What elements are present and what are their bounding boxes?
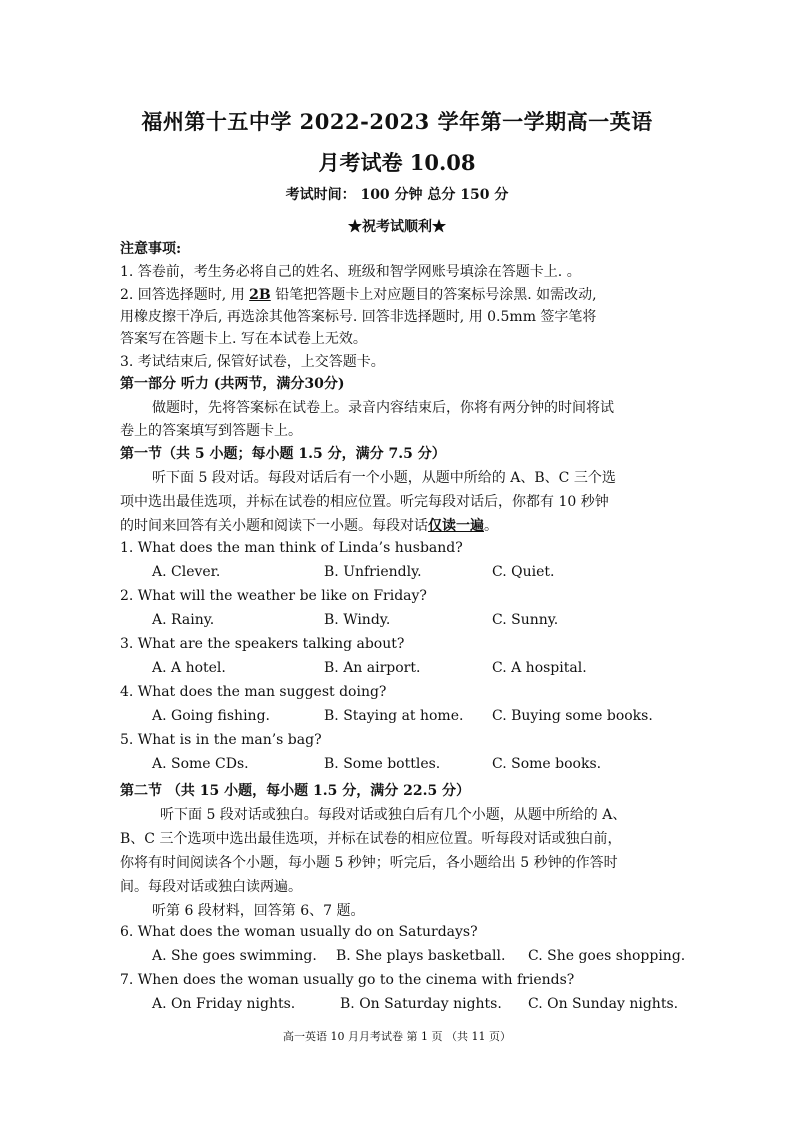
- notes-heading: 注意事项:: [120, 241, 182, 257]
- material-6-instruction: 听第 6 段材料，回答第 6、7 题。: [152, 903, 365, 919]
- question-2-option-a: A. Rainy.: [152, 612, 215, 628]
- section1-intro-line3-c: 。: [484, 518, 498, 534]
- question-3-option-c: C. A hospital.: [492, 660, 587, 676]
- part1-heading: 第一部分 听力 (共两节，满分30分): [120, 376, 345, 392]
- section1-intro-line3-a: 的时间来回答有关小题和阅读下一小题。每段对话: [120, 518, 428, 534]
- question-3: 3. What are the speakers talking about?: [120, 636, 405, 652]
- exam-info: 考试时间： 100 分钟 总分 150 分: [285, 187, 509, 203]
- question-1: 1. What does the man think of Linda’s husband?: [120, 540, 463, 556]
- notes-item-2: [120, 284, 597, 304]
- section2-heading: 第二节 （共 15 小题，每小题 1.5 分，满分 22.5 分）: [120, 783, 471, 799]
- notes-item-2-line2: 用橡皮擦干净后, 再选涂其他答案标号. 回答非选择题时, 用 0.5mm 签字笔将: [120, 309, 597, 325]
- question-4-option-c: C. Buying some books.: [492, 708, 653, 724]
- question-7: 7. When does the woman usually go to the cinema with friends?: [120, 972, 575, 988]
- question-4-option-b: B. Staying at home.: [324, 708, 464, 724]
- section1-intro-line1: 听下面 5 段对话。每段对话后有一个小题，从题中所给的 A、B、C 三个选: [152, 470, 616, 486]
- question-3-option-a: A. A hotel.: [152, 660, 226, 676]
- section2-intro-line1: 听下面 5 段对话或独白。每段对话或独白后有几个小题，从题中所给的 A、: [160, 807, 627, 823]
- question-4-option-a: A. Going fishing.: [152, 708, 270, 724]
- question-7-option-a: A. On Friday nights.: [152, 996, 296, 1012]
- question-4: 4. What does the man suggest doing?: [120, 684, 387, 700]
- section1-intro-line3: [120, 515, 498, 535]
- question-1-option-a: A. Clever.: [152, 564, 221, 580]
- question-5-option-b: B. Some bottles.: [324, 756, 441, 772]
- question-5: 5. What is in the man’s bag?: [120, 732, 322, 748]
- section2-intro-line4: 间。每段对话或独白读两遍。: [120, 879, 302, 895]
- section1-intro-line2: 项中选出最佳选项，并标在试卷的相应位置。听完每段对话后，你都有 10 秒钟: [120, 494, 609, 510]
- question-2-option-b: B. Windy.: [324, 612, 391, 628]
- question-5-option-c: C. Some books.: [492, 756, 602, 772]
- notes-item-1: 1. 答卷前，考生务必将自己的姓名、班级和智学网账号填涂在答题卡上. 。: [120, 264, 581, 280]
- notes-item-2-part-c: 铅笔把答题卡上对应题目的答案标号涂黑. 如需改动,: [270, 287, 597, 303]
- exam-title-line2: 月考试卷 10.08: [318, 150, 476, 175]
- exam-title-line1: 福州第十五中学 2022-2023 学年第一学期高一英语: [141, 109, 653, 134]
- section2-intro-line3: 你将有时间阅读各个小题，每小题 5 秒钟；听完后，各小题给出 5 秒钟的作答时: [120, 855, 618, 871]
- question-2: 2. What will the weather be like on Friday?: [120, 588, 427, 604]
- page-footer: 高一英语 10 月月考试卷 第 1 页 （共 11 页）: [283, 1030, 511, 1043]
- notes-item-2-line3: 答案写在答题卡上. 写在本试卷上无效。: [120, 331, 367, 347]
- question-6-option-b: B. She plays basketball.: [336, 948, 506, 964]
- notes-item-3: 3. 考试结束后, 保管好试卷，上交答题卡。: [120, 354, 385, 370]
- question-6-option-c: C. She goes shopping.: [528, 948, 686, 964]
- section1-heading: 第一节（共 5 小题；每小题 1.5 分，满分 7.5 分）: [120, 446, 446, 462]
- read-once-note: 仅读一遍: [428, 518, 484, 534]
- question-2-option-c: C. Sunny.: [492, 612, 559, 628]
- question-1-option-b: B. Unfriendly.: [324, 564, 422, 580]
- part1-intro-line1: 做题时，先将答案标在试卷上。录音内容结束后，你将有两分钟的时间将试: [152, 400, 614, 416]
- question-1-option-c: C. Quiet.: [492, 564, 555, 580]
- question-7-option-b: B. On Saturday nights.: [340, 996, 502, 1012]
- question-5-option-a: A. Some CDs.: [152, 756, 249, 772]
- question-6: 6. What does the woman usually do on Saturdays?: [120, 924, 478, 940]
- good-luck-note: ★祝考试顺利★: [348, 219, 446, 235]
- part1-intro-line2: 卷上的答案填写到答题卡上。: [120, 423, 302, 439]
- pencil-type: 2B: [249, 287, 271, 303]
- question-3-option-b: B. An airport.: [324, 660, 421, 676]
- notes-item-2-part-a: 2. 回答选择题时, 用: [120, 287, 250, 303]
- section2-intro-line2: B、C 三个选项中选出最佳选项，并标在试卷的相应位置。听每段对话或独白前，: [120, 831, 622, 847]
- question-7-option-c: C. On Sunday nights.: [528, 996, 679, 1012]
- question-6-option-a: A. She goes swimming.: [152, 948, 317, 964]
